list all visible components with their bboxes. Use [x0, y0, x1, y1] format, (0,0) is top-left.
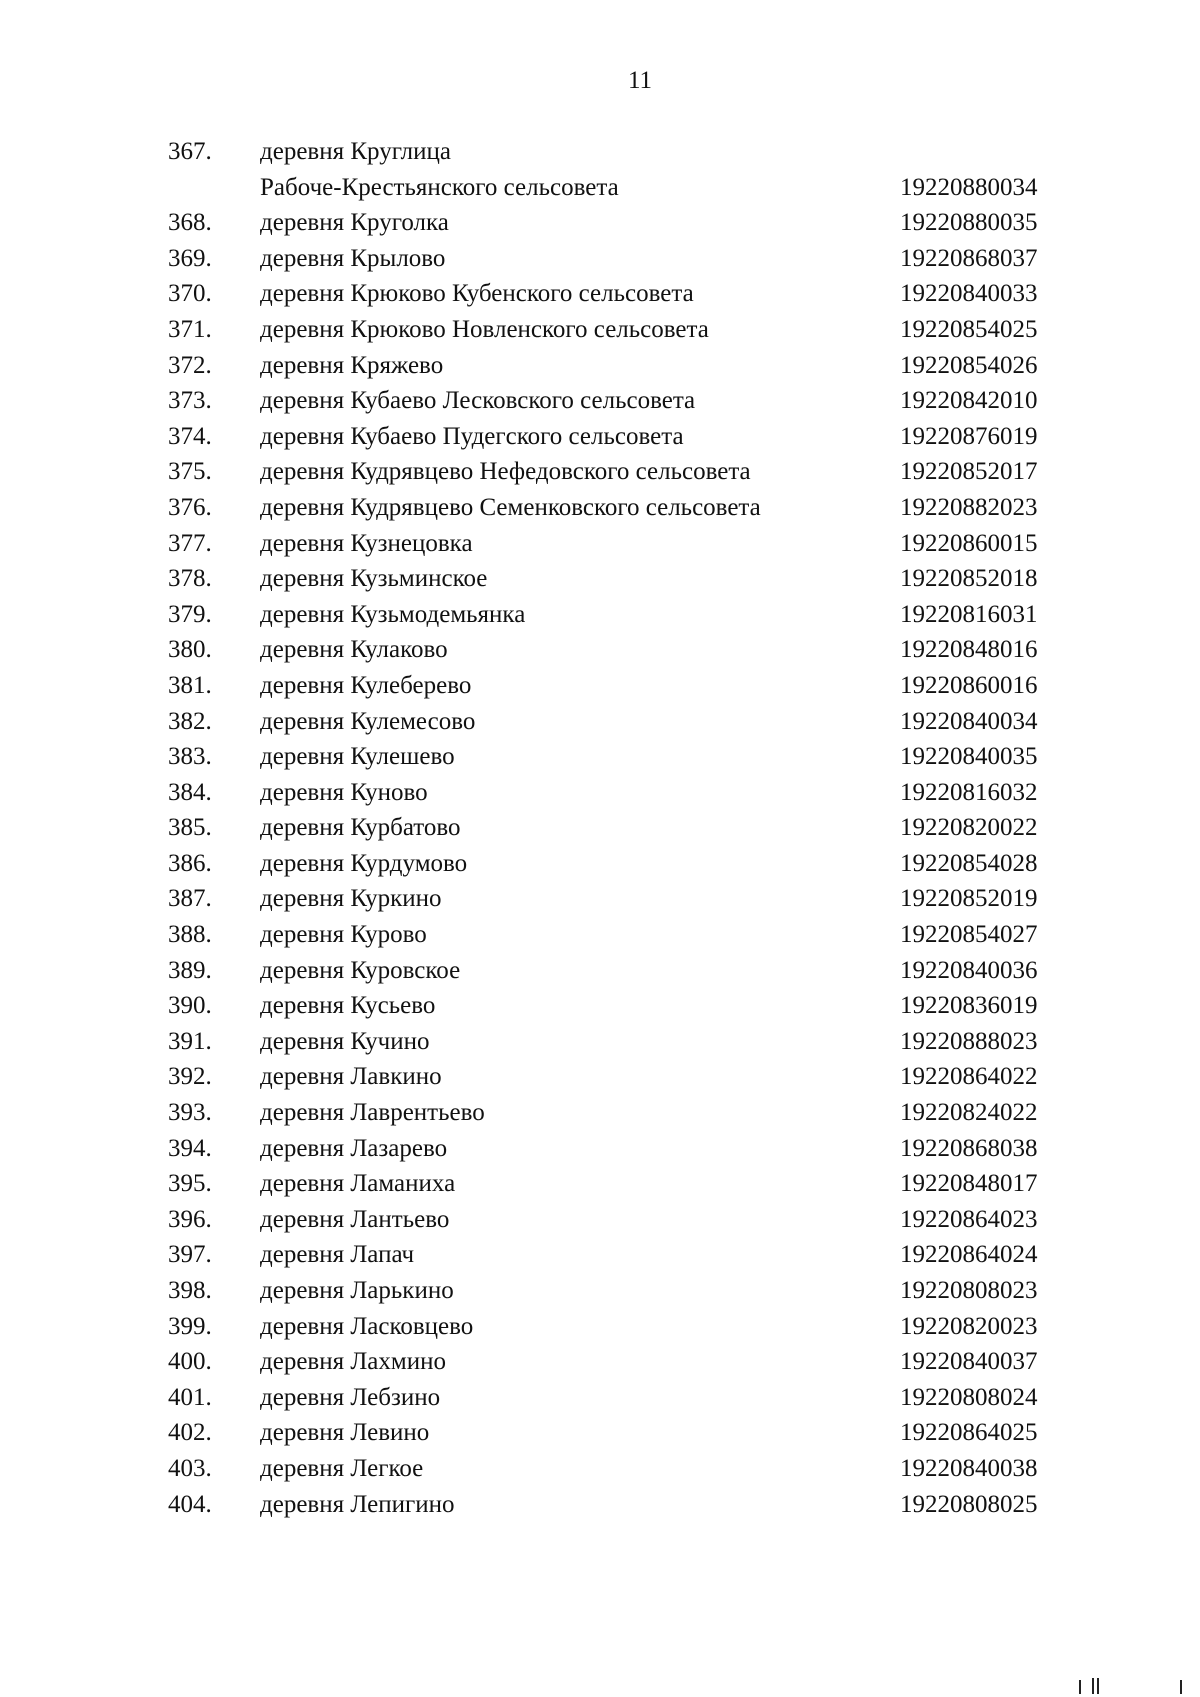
list-item — [0, 1237, 1200, 1273]
item-number: 399. — [168, 1312, 212, 1340]
settlement-name: деревня Кубаево Пудегского сельсовета — [260, 422, 684, 450]
oktmo-code: 19220848017 — [900, 1170, 1038, 1198]
item-number: 385. — [168, 814, 212, 842]
list-item — [0, 1273, 1200, 1309]
settlement-name: деревня Кузнецовка — [260, 529, 473, 557]
oktmo-code: 19220852018 — [900, 565, 1038, 593]
item-number: 391. — [168, 1027, 212, 1055]
settlement-name: деревня Кулемесово — [260, 707, 476, 735]
settlement-name: деревня Кузьмодемьянка — [260, 600, 526, 628]
list-item — [0, 1024, 1200, 1060]
item-number: 367. — [168, 138, 212, 165]
oktmo-code: 19220840033 — [900, 280, 1038, 308]
item-number: 383. — [168, 743, 212, 771]
oktmo-code: 19220876019 — [900, 422, 1038, 450]
settlement-name: деревня Кудрявцево Нефедовского сельсовета — [260, 458, 751, 486]
list-item — [0, 810, 1200, 846]
item-number: 395. — [168, 1170, 212, 1198]
oktmo-code: 19220808025 — [900, 1490, 1038, 1518]
oktmo-code: 19220860016 — [900, 671, 1038, 699]
oktmo-code: 19220840037 — [900, 1348, 1038, 1376]
list-item — [0, 134, 1200, 170]
oktmo-code: 19220880034 — [900, 173, 1038, 201]
oktmo-code: 19220840036 — [900, 956, 1038, 984]
settlement-name: деревня Лаврентьево — [260, 1099, 485, 1127]
settlement-name: деревня Крюково Кубенского сельсовета — [260, 280, 694, 308]
item-number: 398. — [168, 1277, 212, 1304]
list-item — [0, 1166, 1200, 1202]
oktmo-code: 19220848016 — [900, 636, 1038, 664]
settlement-name: деревня Кузьминское — [260, 565, 488, 593]
item-number: 381. — [168, 671, 212, 699]
oktmo-code: 19220816032 — [900, 778, 1038, 806]
oktmo-code: 19220868038 — [900, 1134, 1038, 1162]
list-item — [0, 383, 1200, 419]
oktmo-code: 19220842010 — [900, 387, 1038, 415]
settlement-name: деревня Легкое — [260, 1454, 424, 1482]
item-number: 390. — [168, 992, 212, 1020]
list-item — [0, 704, 1200, 740]
settlement-list — [0, 134, 1200, 1522]
list-item — [0, 775, 1200, 811]
item-number: 374. — [168, 422, 212, 450]
oktmo-code: 19220864022 — [900, 1063, 1038, 1091]
settlement-name: деревня Лебзино — [260, 1383, 441, 1411]
settlement-name: деревня Левино — [260, 1419, 430, 1447]
oktmo-code: 19220824022 — [900, 1099, 1038, 1127]
list-item — [0, 241, 1200, 277]
list-item — [0, 312, 1200, 348]
settlement-name: деревня Кулешево — [260, 743, 455, 771]
settlement-name: деревня Кудрявцево Семенковского сельсовета — [260, 493, 761, 521]
settlement-name: Рабоче-Крестьянского сельсовета — [260, 173, 619, 201]
settlement-name: деревня Кряжево — [260, 351, 444, 379]
item-number: 403. — [168, 1454, 212, 1482]
list-item — [0, 454, 1200, 490]
list-item — [0, 1202, 1200, 1238]
settlement-name: деревня Крылово — [260, 244, 446, 272]
settlement-name: деревня Кубаево Лесковского сельсовета — [260, 387, 696, 415]
oktmo-code: 19220864023 — [900, 1205, 1038, 1233]
oktmo-code: 19220816031 — [900, 600, 1038, 628]
list-item — [0, 1131, 1200, 1167]
oktmo-code: 19220868037 — [900, 244, 1038, 272]
item-number: 404. — [168, 1490, 212, 1518]
item-number: 400. — [168, 1348, 212, 1376]
item-number: 396. — [168, 1205, 212, 1233]
list-item — [0, 490, 1200, 526]
item-number: 377. — [168, 529, 212, 557]
item-number: 373. — [168, 387, 212, 415]
oktmo-code: 19220854028 — [900, 849, 1038, 877]
oktmo-code: 19220852019 — [900, 885, 1038, 913]
settlement-name: деревня Крюково Новленского сельсовета — [260, 315, 709, 343]
settlement-name: деревня Лепигино — [260, 1490, 455, 1518]
settlement-name: деревня Лахмино — [260, 1348, 446, 1376]
settlement-name: деревня Лантьево — [260, 1205, 450, 1233]
oktmo-code: 19220820022 — [900, 814, 1038, 842]
settlement-name: деревня Кучино — [260, 1027, 430, 1055]
oktmo-code: 19220854026 — [900, 351, 1038, 379]
settlement-name: деревня Лапач — [260, 1241, 415, 1269]
settlement-name: деревня Лазарево — [260, 1134, 448, 1162]
list-item — [0, 597, 1200, 633]
scan-edge-mark — [1180, 1680, 1182, 1694]
list-item — [0, 1415, 1200, 1451]
settlement-name: деревня Кулеберево — [260, 671, 472, 699]
item-number: 386. — [168, 849, 212, 877]
item-number: 402. — [168, 1419, 212, 1447]
item-number: 387. — [168, 885, 212, 913]
oktmo-code: 19220854025 — [900, 315, 1038, 343]
oktmo-code: 19220864025 — [900, 1419, 1038, 1447]
oktmo-code: 19220880035 — [900, 209, 1038, 237]
settlement-name: деревня Курово — [260, 921, 427, 949]
item-number: 380. — [168, 636, 212, 664]
oktmo-code: 19220882023 — [900, 493, 1038, 521]
oktmo-code: 19220808023 — [900, 1277, 1038, 1304]
settlement-name: деревня Кусьево — [260, 992, 436, 1020]
item-number: 388. — [168, 921, 212, 949]
item-number: 379. — [168, 600, 212, 628]
oktmo-code: 19220860015 — [900, 529, 1038, 557]
oktmo-code: 19220864024 — [900, 1241, 1038, 1269]
list-item — [0, 917, 1200, 953]
settlement-name: деревня Ларькино — [260, 1277, 454, 1304]
list-item — [0, 205, 1200, 241]
list-item — [0, 1344, 1200, 1380]
list-item — [0, 1487, 1200, 1523]
oktmo-code: 19220836019 — [900, 992, 1038, 1020]
page-number: 11 — [627, 67, 653, 94]
item-number: 376. — [168, 493, 212, 521]
item-number: 384. — [168, 778, 212, 806]
item-number: 382. — [168, 707, 212, 735]
oktmo-code: 19220840034 — [900, 707, 1038, 735]
settlement-name: деревня Куново — [260, 778, 428, 806]
list-item — [0, 953, 1200, 989]
item-number: 372. — [168, 351, 212, 379]
list-item — [0, 1380, 1200, 1416]
settlement-name: деревня Куровское — [260, 956, 461, 984]
oktmo-code: 19220854027 — [900, 921, 1038, 949]
scan-edge-mark — [1079, 1680, 1081, 1694]
item-number: 389. — [168, 956, 212, 984]
list-item — [0, 1095, 1200, 1131]
item-number: 394. — [168, 1134, 212, 1162]
item-number: 371. — [168, 315, 212, 343]
settlement-name: деревня Курдумово — [260, 849, 468, 877]
settlement-name: деревня Лавкино — [260, 1063, 442, 1091]
item-number: 368. — [168, 209, 212, 237]
oktmo-code: 19220840038 — [900, 1454, 1038, 1482]
list-item — [0, 632, 1200, 668]
list-item — [0, 668, 1200, 704]
list-item — [0, 881, 1200, 917]
list-item — [0, 419, 1200, 455]
scan-edge-mark — [1092, 1678, 1094, 1694]
list-item — [0, 988, 1200, 1024]
item-number: 392. — [168, 1063, 212, 1091]
list-item-continuation — [0, 170, 1200, 206]
oktmo-code: 19220840035 — [900, 743, 1038, 771]
list-item — [0, 1451, 1200, 1487]
list-item — [0, 739, 1200, 775]
list-item — [0, 1059, 1200, 1095]
oktmo-code: 19220888023 — [900, 1027, 1038, 1055]
item-number: 397. — [168, 1241, 212, 1269]
list-item — [0, 846, 1200, 882]
settlement-name: деревня Круглица — [260, 138, 452, 165]
list-item — [0, 276, 1200, 312]
oktmo-code: 19220808024 — [900, 1383, 1038, 1411]
item-number: 375. — [168, 458, 212, 486]
settlement-name: деревня Куркино — [260, 885, 442, 913]
item-number: 393. — [168, 1099, 212, 1127]
item-number: 370. — [168, 280, 212, 308]
list-item — [0, 526, 1200, 562]
item-number: 378. — [168, 565, 212, 593]
list-item — [0, 561, 1200, 597]
settlement-name: деревня Кулаково — [260, 636, 448, 664]
item-number: 369. — [168, 244, 212, 272]
oktmo-code: 19220852017 — [900, 458, 1038, 486]
item-number: 401. — [168, 1383, 212, 1411]
scan-edge-mark — [1097, 1678, 1099, 1694]
settlement-name: деревня Круголка — [260, 209, 449, 237]
settlement-name: деревня Ламаниха — [260, 1170, 456, 1198]
oktmo-code: 19220820023 — [900, 1312, 1038, 1340]
settlement-name: деревня Ласковцево — [260, 1312, 474, 1340]
list-item — [0, 348, 1200, 384]
settlement-name: деревня Курбатово — [260, 814, 461, 842]
list-item — [0, 1309, 1200, 1345]
